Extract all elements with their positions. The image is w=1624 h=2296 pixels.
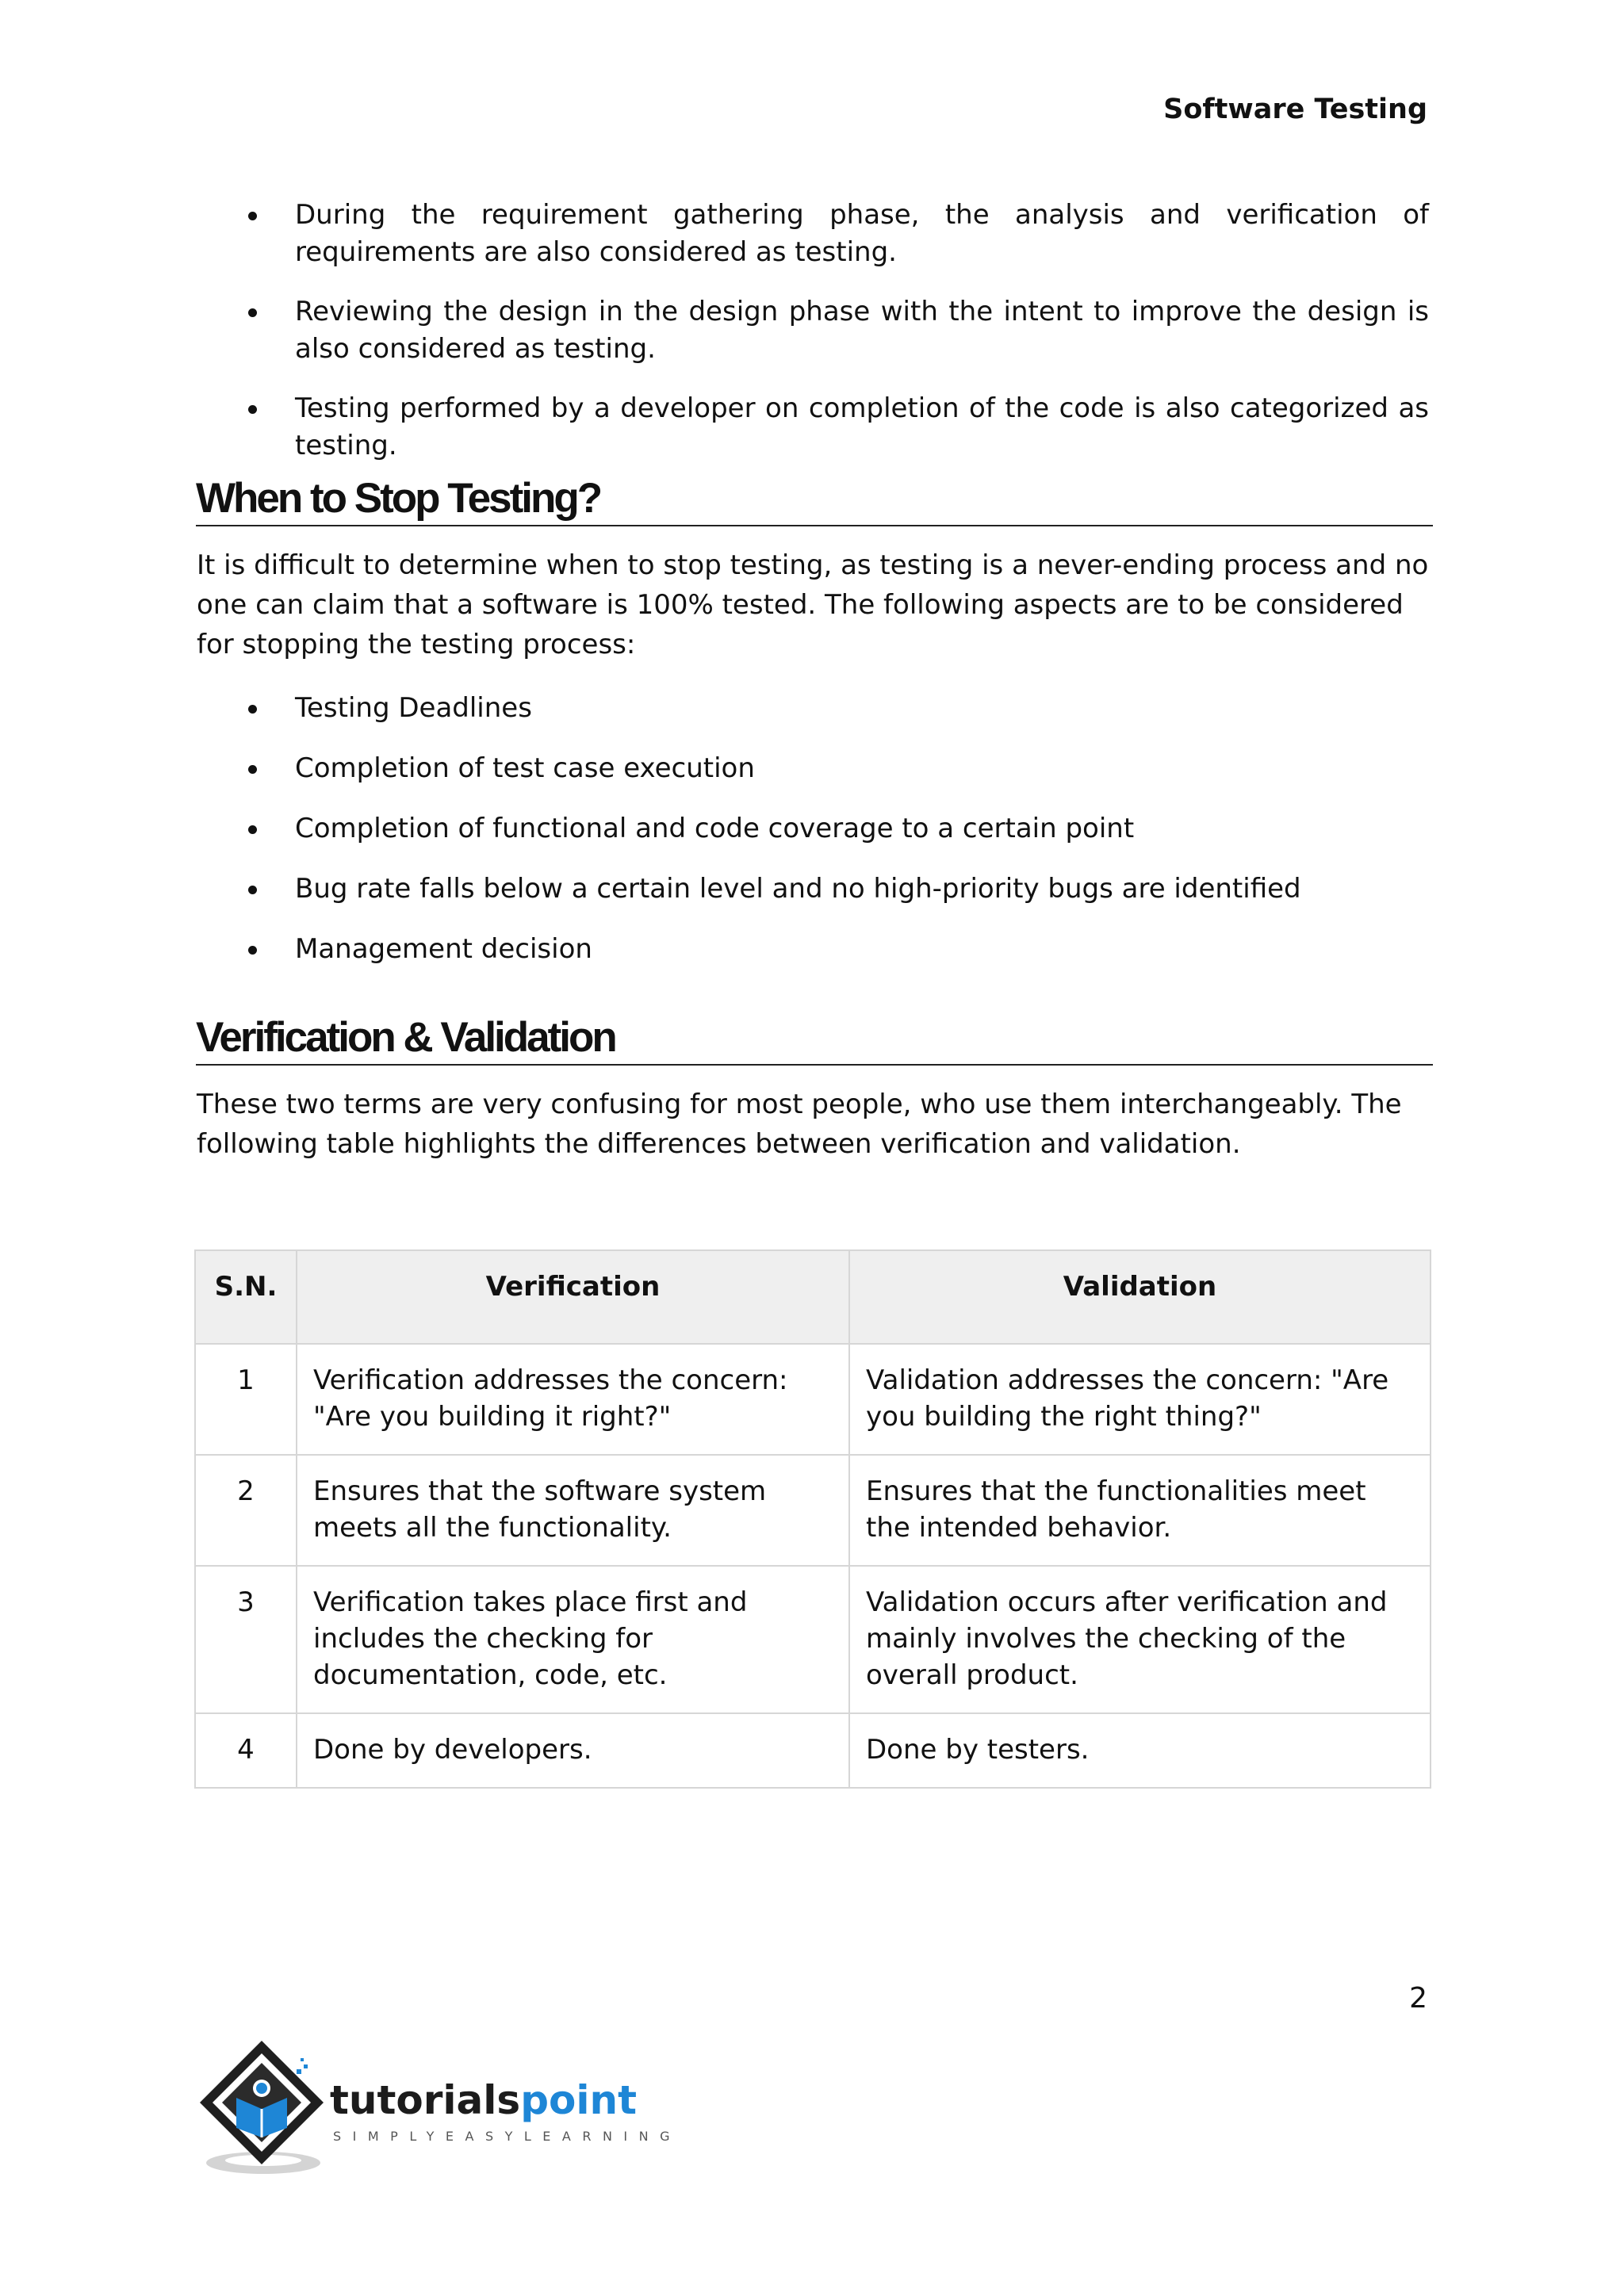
list-item-text: Testing performed by a developer on completion of the code is also categorized as testing.	[295, 392, 1429, 461]
list-item-text: Testing Deadlines	[295, 692, 532, 724]
cell-verification: Verification addresses the concern: "Are you building it right?"	[297, 1344, 849, 1455]
table-row	[195, 1344, 1431, 1455]
list-item-text: Completion of functional and code coverage to a certain point	[295, 813, 1135, 844]
column-header-verification: Verification	[297, 1250, 849, 1344]
table-row	[195, 1455, 1431, 1566]
list-item	[197, 293, 1429, 368]
verification-validation-paragraph: These two terms are very confusing for most people, who use them interchangeably. The following table highlights the differences between verification and validation.	[197, 1089, 1402, 1160]
list-item	[197, 690, 1429, 727]
stop-criteria-list	[197, 690, 1429, 991]
bullet-icon	[248, 825, 257, 834]
list-item	[197, 931, 1429, 968]
list-item-text: During the requirement gathering phase, the analysis and verification of requirements are also considered as testing.	[295, 199, 1429, 268]
cell-validation: Done by testers.	[849, 1713, 1431, 1788]
bullet-icon	[248, 946, 257, 955]
list-item	[197, 810, 1429, 848]
logo-emblem-icon	[195, 2036, 330, 2179]
section-heading-stop-testing: When to Stop Testing?	[196, 474, 1433, 526]
bullet-icon	[248, 212, 257, 220]
list-item	[197, 871, 1429, 908]
page-number: 2	[1409, 1982, 1427, 2015]
cell-sn: 3	[195, 1566, 297, 1713]
logo-wordmark	[330, 2077, 637, 2123]
column-header-sn: S.N.	[195, 1250, 297, 1344]
cell-sn: 4	[195, 1713, 297, 1788]
cell-verification: Done by developers.	[297, 1713, 849, 1788]
list-item	[197, 390, 1429, 465]
bullet-icon	[248, 308, 257, 317]
list-item-text: Management decision	[295, 933, 592, 965]
stop-testing-paragraph: It is difficult to determine when to stop testing, as testing is a never-ending process and no one can claim that a software is 100% tested. The following aspects are to be considered for stopping the testing process:	[197, 549, 1429, 660]
list-item-text: Completion of test case execution	[295, 752, 755, 784]
column-header-validation: Validation	[849, 1250, 1431, 1344]
cell-sn: 2	[195, 1455, 297, 1566]
bullet-icon	[248, 405, 257, 414]
logo-word-point: point	[520, 2077, 637, 2123]
page-header-title: Software Testing	[1163, 94, 1427, 125]
bullet-icon	[248, 886, 257, 894]
bullet-icon	[248, 705, 257, 714]
cell-validation: Validation occurs after verification and mainly involves the checking of the overall product.	[849, 1566, 1431, 1713]
cell-verification: Verification takes place first and includes the checking for documentation, code, etc.	[297, 1566, 849, 1713]
logo-word-tutorials: tutorials	[330, 2077, 521, 2123]
logo-tagline: SIMPLYEASYLEARNING	[333, 2129, 682, 2144]
cell-sn: 1	[195, 1344, 297, 1455]
cell-validation: Ensures that the functionalities meet the intended behavior.	[849, 1455, 1431, 1566]
tutorialspoint-logo	[195, 2036, 682, 2179]
table-header-row	[195, 1250, 1431, 1344]
cell-verification: Ensures that the software system meets all the functionality.	[297, 1455, 849, 1566]
list-item-text: Reviewing the design in the design phase with the intent to improve the design is also considered as testing.	[295, 296, 1429, 365]
verification-validation-table	[194, 1249, 1431, 1789]
list-item-text: Bug rate falls below a certain level and no high-priority bugs are identified	[295, 873, 1301, 905]
cell-validation: Validation addresses the concern: "Are you building the right thing?"	[849, 1344, 1431, 1455]
table-row	[195, 1713, 1431, 1788]
bullet-icon	[248, 765, 257, 774]
intro-bullet-list	[197, 197, 1429, 487]
section-heading-verification-validation: Verification & Validation	[196, 1013, 1433, 1066]
list-item	[197, 197, 1429, 271]
table-row	[195, 1566, 1431, 1713]
list-item	[197, 750, 1429, 787]
